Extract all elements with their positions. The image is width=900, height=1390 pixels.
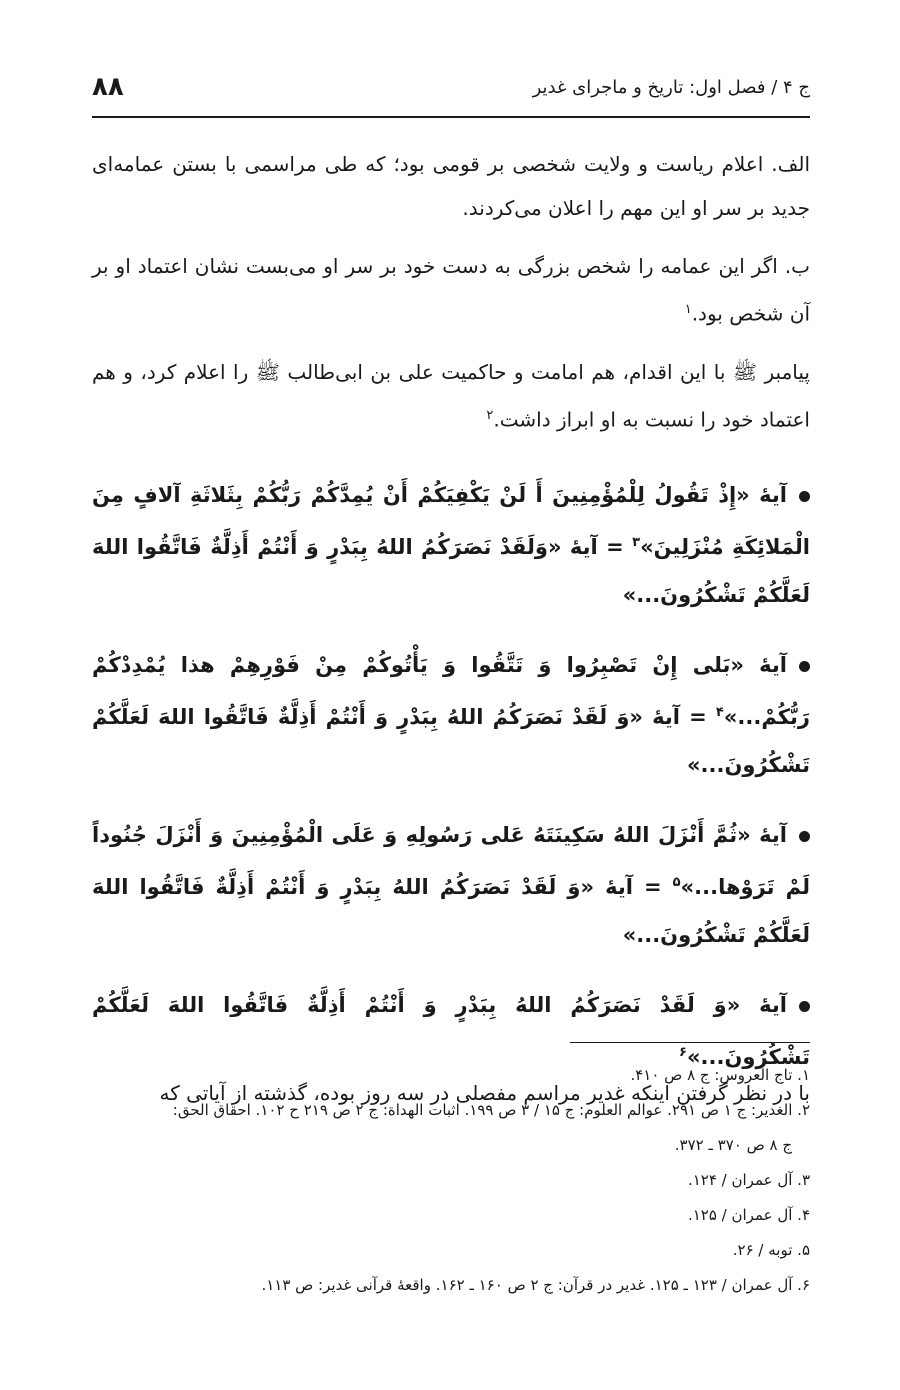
verse-text-equivalent: = آیهٔ «وَلَقَدْ نَصَرَکُمُ اللهُ بِبَدْرٍ وَ أَنْتُمْ أَذِلَّةٌ فَاتَّقُوا اللهَ لَعَلَّکُمْ تَشْکُرُونَ...»	[92, 535, 810, 608]
footnote-6: ۶. آل عمران / ۱۲۳ ـ ۱۲۵. غدیر در قرآن: ج ۲ ص ۱۶۰ ـ ۱۶۲. واقعهٔ قرآنی غدیر: ص ۱۱۳.	[261, 1276, 810, 1294]
bullet-icon	[799, 831, 810, 842]
header-rule	[92, 116, 810, 118]
verse-bullet	[92, 471, 810, 619]
footnote-mark: ۳	[632, 535, 641, 551]
main-text	[92, 142, 810, 1129]
verse-bullet	[92, 641, 810, 789]
verse-text-equivalent: = آیهٔ «وَ لَقَدْ نَصَرَکُمُ اللهُ بِبَدْرٍ وَ أَنْتُمْ أَذِلَّةٌ فَاتَّقُوا اللهَ لَعَلَّکُمْ تَشْکُرُونَ...»	[92, 875, 810, 948]
verse-text: آیهٔ «إِذْ تَقُولُ لِلْمُؤْمِنِینَ أَ لَنْ یَکْفِیَکُمْ أَنْ یُمِدَّکُمْ رَبُّکُمْ بِثَلاثَةِ آلافٍ مِنَ الْمَلائِکَةِ مُنْزَلِینَ»	[92, 483, 810, 560]
bullet-icon	[799, 1001, 810, 1012]
paragraph-alef	[92, 142, 810, 230]
paragraph-text: الف. اعلام ریاست و ولایت شخصی بر قومی بود؛ که طی مراسمی با بستن عمامه‌ای جدید بر سر او این مهم را اعلان می‌کردند.	[92, 152, 810, 220]
bullet-icon	[799, 491, 810, 502]
verse-bullet	[92, 811, 810, 959]
page-header	[92, 72, 810, 102]
bullet-icon	[799, 661, 810, 672]
footnote-rule	[570, 1042, 810, 1043]
paragraph-be	[92, 244, 810, 336]
verse-text: آیهٔ «وَ لَقَدْ نَصَرَکُمُ اللهُ بِبَدْرٍ وَ أَنْتُمْ أَذِلَّةٌ فَاتَّقُوا اللهَ لَعَلَّکُمْ تَشْکُرُونَ...»	[92, 993, 810, 1070]
paragraph-text: ب. اگر این عمامه را شخص بزرگی به دست خود بر سر او می‌بست نشان اعتماد او بر آن شخص بود.	[92, 254, 810, 326]
verse-text: آیهٔ «بَلی إِنْ تَصْبِرُوا وَ تَتَّقُوا وَ یَأْتُوکُمْ مِنْ فَوْرِهِمْ هذا یُمْدِدْکُمْ رَبُّکُمْ...»	[92, 653, 810, 730]
footnote-3: ۳. آل عمران / ۱۲۴.	[687, 1171, 810, 1189]
footnote-mark: ۶	[679, 1045, 687, 1061]
paragraph-prophet	[92, 350, 810, 442]
footnote-mark: ۵	[672, 875, 681, 891]
footnote-mark: ۴	[715, 705, 724, 721]
verse-text: آیهٔ «ثُمَّ أَنْزَلَ اللهُ سَکِینَتَهُ عَلی رَسُولِهِ وَ عَلَی الْمُؤْمِنِینَ وَ أَنْزَلَ جُنُوداً لَمْ تَرَوْها...»	[92, 823, 810, 900]
footnotes	[92, 1058, 810, 1303]
verse-text-equivalent: = آیهٔ «وَ لَقَدْ نَصَرَکُمُ اللهُ بِبَدْرٍ وَ أَنْتُمْ أَذِلَّةٌ فَاتَّقُوا اللهَ لَعَلَّکُمْ تَشْکُرُونَ...»	[92, 705, 810, 778]
paragraph-text: پیامبر ﷺ با این اقدام، هم امامت و حاکمیت علی بن ابی‌طالب ﷺ را اعلام کرد، و هم اعتماد خود را نسبت به او ابراز داشت.	[92, 359, 810, 432]
footnote-2-continued: ج ۸ ص ۳۷۰ ـ ۳۷۲.	[674, 1136, 792, 1154]
footnote-1: ۱. تاج العروس: ج ۸ ص ۴۱۰.	[630, 1066, 810, 1084]
running-head: ج ۴ / فصل اول: تاریخ و ماجرای غدیر	[532, 76, 810, 98]
trailing-paragraph: با در نظر گرفتن اینکه غدیر مراسم مفصلی در سه روز بوده، گذشته از آیاتی که	[159, 1081, 810, 1106]
footnote-2: ۲. الغدیر: ج ۱ ص ۲۹۱. عوالم العلوم: ج ۱۵ / ۳ ص ۱۹۹. اثبات الهداة: ج ۲ ص ۲۱۹ ح ۱۰۲. احقاق الحق:	[172, 1101, 810, 1119]
footnote-mark: ۱	[684, 302, 692, 317]
footnote-mark: ۲	[486, 407, 494, 423]
page-number: ۸۸	[92, 72, 124, 102]
footnote-4: ۴. آل عمران / ۱۲۵.	[687, 1206, 810, 1224]
footnote-5: ۵. توبه / ۲۶.	[732, 1241, 810, 1259]
